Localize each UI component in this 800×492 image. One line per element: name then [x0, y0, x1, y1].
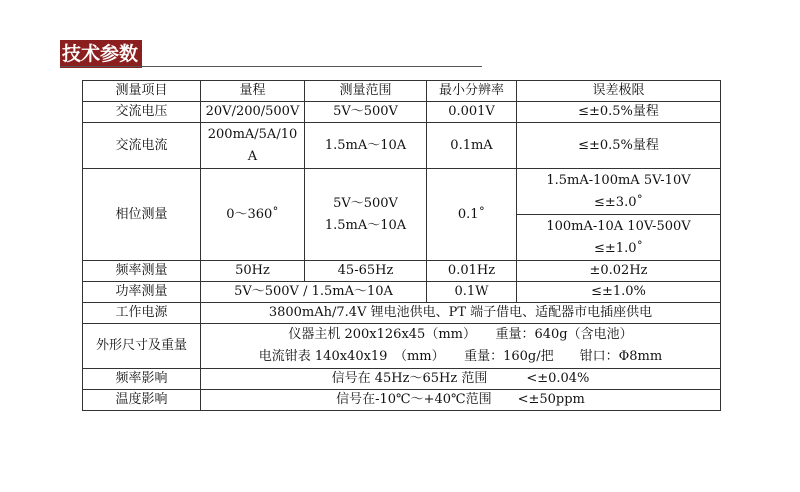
table-row — [83, 303, 721, 324]
item-cell: 交流电流 — [83, 123, 201, 169]
error-cell: ±0.02Hz — [517, 261, 721, 282]
error-line: 100mA-10A 10V-500V — [546, 218, 691, 234]
measure-line: 5V～500V — [333, 195, 398, 211]
header-cell: 测量范围 — [305, 81, 427, 102]
table-row — [83, 282, 721, 303]
measure-cell: 1.5mA～10A — [305, 123, 427, 169]
header-cell: 误差极限 — [517, 81, 721, 102]
value-cell: 信号在 45Hz～65Hz 范围 <±0.04% — [201, 369, 721, 390]
item-cell: 温度影响 — [83, 390, 201, 411]
value-cell: 3800mAh/7.4V 锂电池供电、PT 端子借电、适配器市电插座供电 — [201, 303, 721, 324]
range-line: 200mA/5A/10 — [207, 126, 298, 142]
dimension-line: 仪器主机 200x126x45（mm） 重量：640g（含电池） — [288, 327, 633, 342]
table-row — [83, 324, 721, 369]
spec-table — [82, 80, 721, 411]
section-title: 技术参数 — [60, 40, 142, 68]
range-cell: 50Hz — [201, 261, 305, 282]
error-cell — [517, 169, 721, 215]
measure-line: 1.5mA～10A — [324, 217, 407, 233]
header-cell: 最小分辨率 — [427, 81, 517, 102]
value-cell — [201, 324, 721, 369]
resolution-cell: 0.1mA — [427, 123, 517, 169]
table-row — [83, 261, 721, 282]
item-cell: 外形尺寸及重量 — [83, 324, 201, 369]
item-cell: 交流电压 — [83, 102, 201, 123]
table-row — [83, 169, 721, 215]
value-cell: 信号在-10℃～+40℃范围 <±50ppm — [201, 390, 721, 411]
range-cell: 0～360˚ — [201, 169, 305, 261]
resolution-cell: 0.1˚ — [427, 169, 517, 261]
header-cell: 测量项目 — [83, 81, 201, 102]
range-cell: 20V/200/500V — [201, 102, 305, 123]
item-cell: 工作电源 — [83, 303, 201, 324]
range-line: A — [247, 148, 258, 164]
item-cell: 频率影响 — [83, 369, 201, 390]
header-row — [83, 81, 721, 102]
range-cell — [201, 123, 305, 169]
item-cell: 相位测量 — [83, 169, 201, 261]
title-underline — [60, 66, 482, 67]
measure-cell: 5V～500V — [305, 102, 427, 123]
dimension-line: 电流钳表 140x40x19 （mm） 重量：160g/把 钳口：Φ8mm — [258, 349, 663, 364]
error-line: ≤±1.0˚ — [594, 240, 643, 256]
item-cell: 频率测量 — [83, 261, 201, 282]
range-measure-cell: 5V～500V / 1.5mA～10A — [201, 282, 427, 303]
error-line: 1.5mA-100mA 5V-10V — [546, 172, 691, 188]
error-cell: ≤±1.0% — [517, 282, 721, 303]
header-cell: 量程 — [201, 81, 305, 102]
resolution-cell: 0.001V — [427, 102, 517, 123]
error-cell: ≤±0.5%量程 — [517, 123, 721, 169]
table-row — [83, 390, 721, 411]
item-cell: 功率测量 — [83, 282, 201, 303]
resolution-cell: 0.1W — [427, 282, 517, 303]
resolution-cell: 0.01Hz — [427, 261, 517, 282]
table-row — [83, 102, 721, 123]
table-row — [83, 123, 721, 169]
measure-cell — [305, 169, 427, 261]
error-line: ≤±3.0˚ — [594, 194, 643, 210]
error-cell — [517, 215, 721, 261]
error-cell: ≤±0.5%量程 — [517, 102, 721, 123]
table-row — [83, 369, 721, 390]
measure-cell: 45-65Hz — [305, 261, 427, 282]
